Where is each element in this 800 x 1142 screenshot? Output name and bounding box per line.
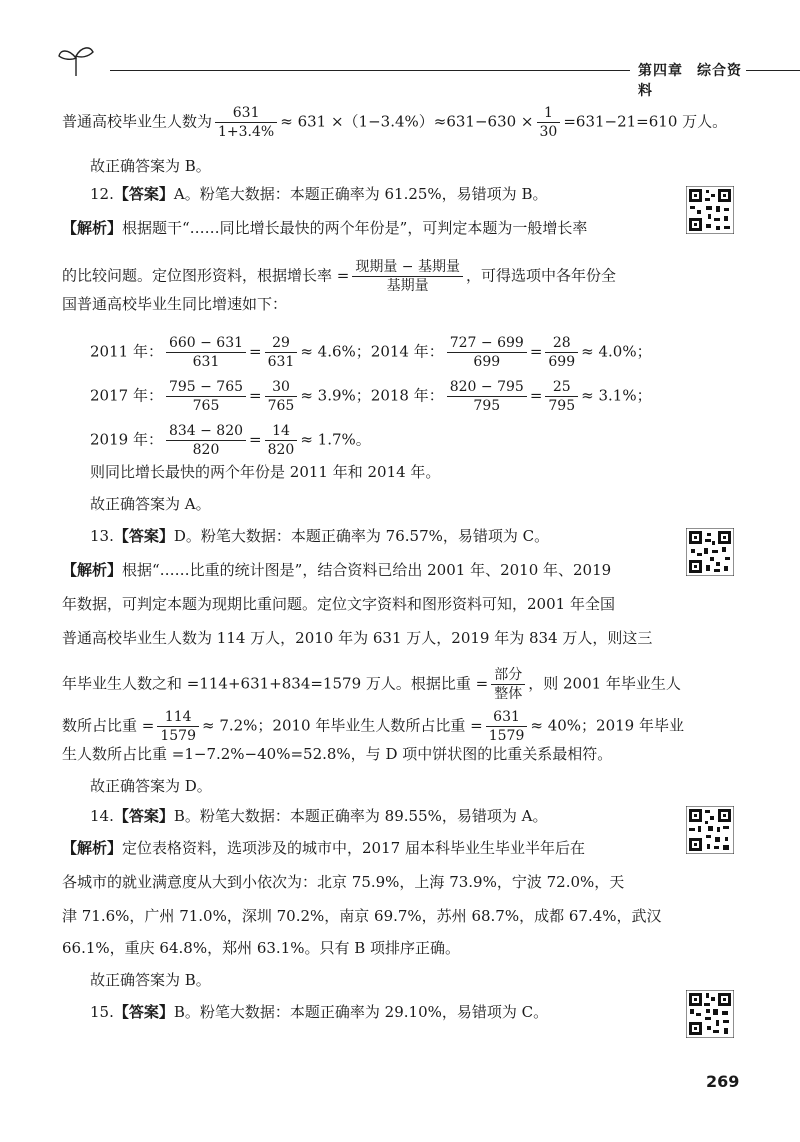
fraction: $\frac{660 - 631}{631}$ — [166, 334, 246, 371]
fraction: $\frac{1}{30}$ — [537, 104, 561, 141]
qr-code-icon[interactable] — [686, 186, 734, 234]
q14-analysis-line-2: 各城市的就业满意度从大到小依次为：北京 75.9%，上海 73.9%，宁波 72.0%，天 — [62, 873, 625, 891]
page-number: 269 — [706, 1072, 740, 1091]
q12-answer: 12.【答案】A。粉笔大数据：本题正确率为 61.25%，易错项为 B。 — [90, 185, 548, 203]
fraction: $\frac{631}{1+3.4\%}$ — [215, 104, 277, 141]
fraction: $\frac{114}{1579}$ — [157, 708, 199, 745]
q13-analysis-line-5: 数所占比重 = $\frac{114}{1579}$ ≈ 7.2%；2010 年毕业生人数所占比重 = $\frac{631}{1579}$ ≈ 40%；2019 年毕业 — [62, 709, 684, 744]
qr-code-icon[interactable] — [686, 990, 734, 1038]
q14-answer: 14.【答案】B。粉笔大数据：本题正确率为 89.55%，易错项为 A。 — [90, 807, 548, 825]
calc-2017-2018: 2017 年： $\frac{795 - 765}{765}$ = $\frac{30}{765}$ ≈ 3.9%；2018 年： $\frac{820 - 795}{795}$ = $\frac{25}{795}$ ≈ 3.1%； — [90, 379, 652, 414]
q13-analysis-line-3: 普通高校毕业生人数为 114 万人，2010 年为 631 万人，2019 年为 834 万人，则这三 — [62, 629, 653, 647]
header-rule-right — [746, 70, 800, 71]
sprout-icon — [56, 44, 96, 78]
fraction: $\frac{\text{部分}}{\text{整体}}$ — [491, 666, 525, 703]
q13-analysis-line-4: 年毕业生人数之和 =114+631+834=1579 万人。根据比重 = $\frac{\text{部分}}{\text{整体}}$ ，则 2001 年毕业生人 — [62, 667, 681, 702]
fraction: $\frac{631}{1579}$ — [486, 708, 528, 745]
fraction: $\frac{29}{631}$ — [265, 334, 298, 371]
q14-conclusion: 故正确答案为 B。 — [90, 971, 211, 989]
q12-conclusion-1: 则同比增长最快的两个年份是 2011 年和 2014 年。 — [90, 463, 441, 481]
header-rule-left — [110, 70, 630, 71]
q13-analysis-line-2: 年数据，可判定本题为现期比重问题。定位文字资料和图形资料可知，2001 年全国 — [62, 595, 615, 613]
q14-analysis-line-4: 66.1%，重庆 64.8%，郑州 63.1%。只有 B 项排序正确。 — [62, 939, 461, 957]
calc-line-1: 普通高校毕业生人数为 $\frac{631}{1+3.4\%}$ ≈ 631 ×（1−3.4%）≈631−630 × $\frac{1}{30}$ =631−21=610 万人。 — [62, 105, 728, 140]
q14-analysis-line-3: 津 71.6%，广州 71.0%，深圳 70.2%，南京 69.7%，苏州 68.7%，成都 67.4%，武汉 — [62, 907, 662, 925]
q12-analysis-line-1: 【解析】根据题干“……同比增长最快的两个年份是”，可判定本题为一般增长率 — [62, 219, 588, 237]
q12-analysis-line-3: 国普通高校毕业生同比增速如下： — [62, 295, 288, 313]
q12-analysis-line-2: 的比较问题。定位图形资料，根据增长率 = $\frac{\text{现期量 − 基期量}}{\text{基期量}}$ ，可得选项中各年份全 — [62, 259, 616, 294]
fraction: $\frac{25}{795}$ — [545, 378, 578, 415]
q13-conclusion: 故正确答案为 D。 — [90, 777, 212, 795]
q13-analysis-line-6: 生人数所占比重 =1−7.2%−40%=52.8%，与 D 项中饼状图的比重关系最相符。 — [62, 745, 613, 763]
fraction: $\frac{28}{699}$ — [545, 334, 578, 371]
q12-conclusion-2: 故正确答案为 A。 — [90, 495, 211, 513]
q14-analysis-line-1: 【解析】定位表格资料，选项涉及的城市中，2017 届本科毕业生毕业半年后在 — [62, 839, 585, 857]
fraction: $\frac{834 - 820}{820}$ — [166, 422, 246, 459]
q13-analysis-line-1: 【解析】根据“……比重的统计图是”，结合资料已给出 2001 年、2010 年、2019 — [62, 561, 612, 579]
calc-2019: 2019 年： $\frac{834 - 820}{820}$ = $\frac{14}{820}$ ≈ 1.7%。 — [90, 423, 371, 458]
fraction: $\frac{\text{现期量 − 基期量}}{\text{基期量}}$ — [352, 258, 463, 295]
fraction: $\frac{30}{765}$ — [265, 378, 298, 415]
qr-code-icon[interactable] — [686, 806, 734, 854]
chapter-label: 第四章 综合资料 — [638, 63, 742, 99]
fraction: $\frac{14}{820}$ — [265, 422, 298, 459]
q13-answer: 13.【答案】D。粉笔大数据：本题正确率为 76.57%，易错项为 C。 — [90, 527, 550, 545]
page-header — [40, 40, 760, 99]
q15-answer: 15.【答案】B。粉笔大数据：本题正确率为 29.10%，易错项为 C。 — [90, 1003, 549, 1021]
calc-2011-2014: 2011 年： $\frac{660 - 631}{631}$ = $\frac{29}{631}$ ≈ 4.6%；2014 年： $\frac{727 - 699}{699}$ = $\frac{28}{699}$ ≈ 4.0%； — [90, 335, 652, 370]
fraction: $\frac{727 - 699}{699}$ — [447, 334, 527, 371]
fraction: $\frac{820 - 795}{795}$ — [447, 378, 527, 415]
answer-conclusion: 故正确答案为 B。 — [90, 157, 211, 175]
qr-code-icon[interactable] — [686, 528, 734, 576]
fraction: $\frac{795 - 765}{765}$ — [166, 378, 246, 415]
